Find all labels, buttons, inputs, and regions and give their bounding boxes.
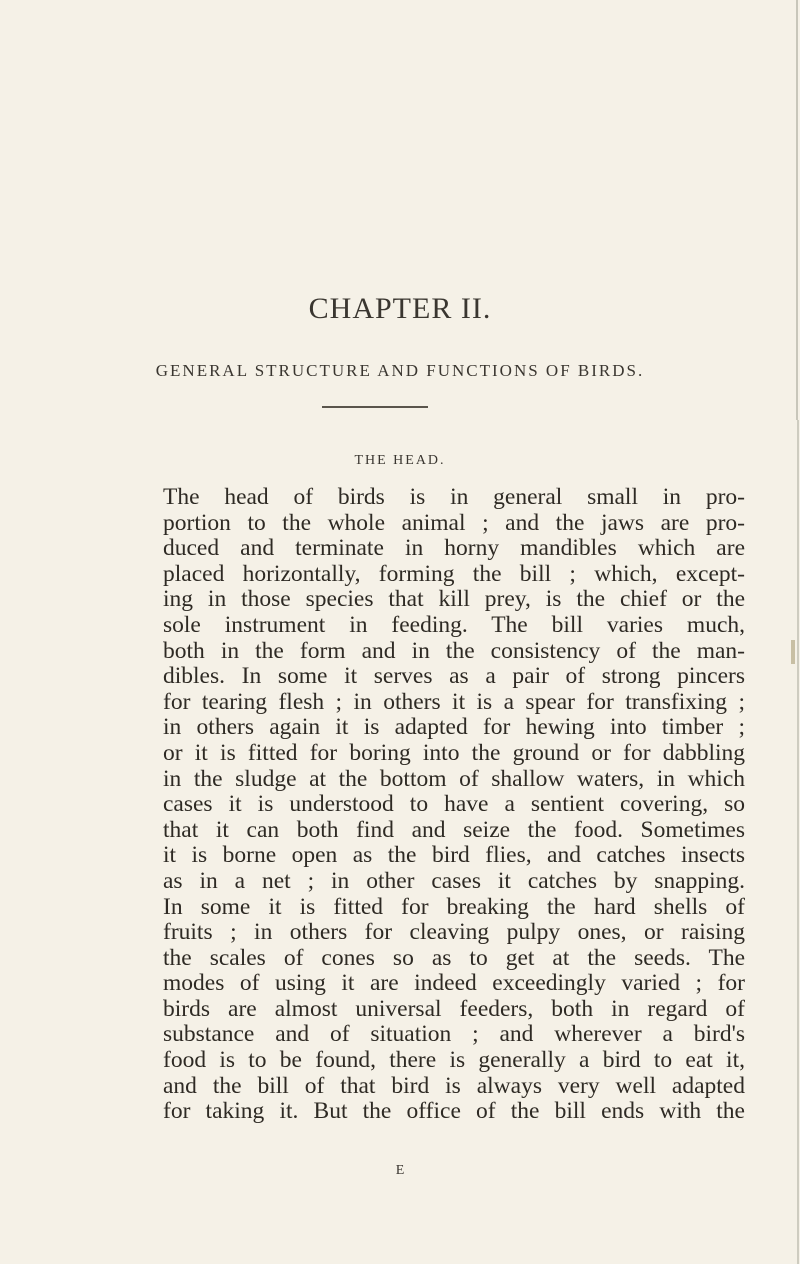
page-edge <box>786 0 800 1264</box>
text-line: The head of birds is in general small in pro- <box>163 484 745 510</box>
text-line: modes of using it are indeed exceedingly varied ; for <box>163 970 745 997</box>
text-line: birds are almost universal feeders, both in regard of <box>163 995 745 1022</box>
text-line: substance and of situation ; and wherever a bird's <box>163 1021 745 1048</box>
text-line: In some it is fitted for breaking the hard shells of <box>163 893 745 920</box>
section-heading: GENERAL STRUCTURE AND FUNCTIONS OF BIRDS. <box>155 361 645 380</box>
text-line: ing in those species that kill prey, is the chief or the <box>163 586 745 613</box>
text-line: and the bill of that bird is always very well adapted <box>163 1072 745 1099</box>
text-line: duced and terminate in horny mandibles which are <box>163 535 745 562</box>
text-line: as in a net ; in other cases it catches by snapping. <box>163 867 745 894</box>
text-line: cases it is understood to have a sentient covering, so <box>163 791 745 818</box>
text-line: sole instrument in feeding. The bill varies much, <box>163 611 745 638</box>
text-line: for tearing flesh ; in others it is a spear for transfixing ; <box>163 688 745 715</box>
text-line: dibles. In some it serves as a pair of strong pincers <box>163 663 745 690</box>
chapter-title: CHAPTER II. <box>308 292 492 325</box>
text-line: or it is fitted for boring into the ground or for dabbling <box>163 739 745 766</box>
heading-rule <box>322 406 428 408</box>
text-line: in others again it is adapted for hewing into timber ; <box>163 714 745 741</box>
text-line: for taking it. But the office of the bill ends with the <box>163 1098 745 1125</box>
body-text <box>163 485 745 1125</box>
text-line: fruits ; in others for cleaving pulpy ones, or raising <box>163 919 745 946</box>
text-line: food is to be found, there is generally a bird to eat it, <box>163 1047 745 1074</box>
signature-mark: E <box>395 1163 405 1178</box>
text-line: the scales of cones so as to get at the seeds. The <box>163 944 745 971</box>
text-line: placed horizontally, forming the bill ; which, except- <box>163 560 745 587</box>
text-line: both in the form and in the consistency of the man- <box>163 637 745 664</box>
text-line: portion to the whole animal ; and the jaws are pro- <box>163 509 745 536</box>
subheading: THE HEAD. <box>354 453 446 468</box>
text-line: in the sludge at the bottom of shallow waters, in which <box>163 765 745 792</box>
text-line: it is borne open as the bird flies, and catches insects <box>163 842 745 869</box>
text-line: that it can both find and seize the food. Sometimes <box>163 816 745 843</box>
